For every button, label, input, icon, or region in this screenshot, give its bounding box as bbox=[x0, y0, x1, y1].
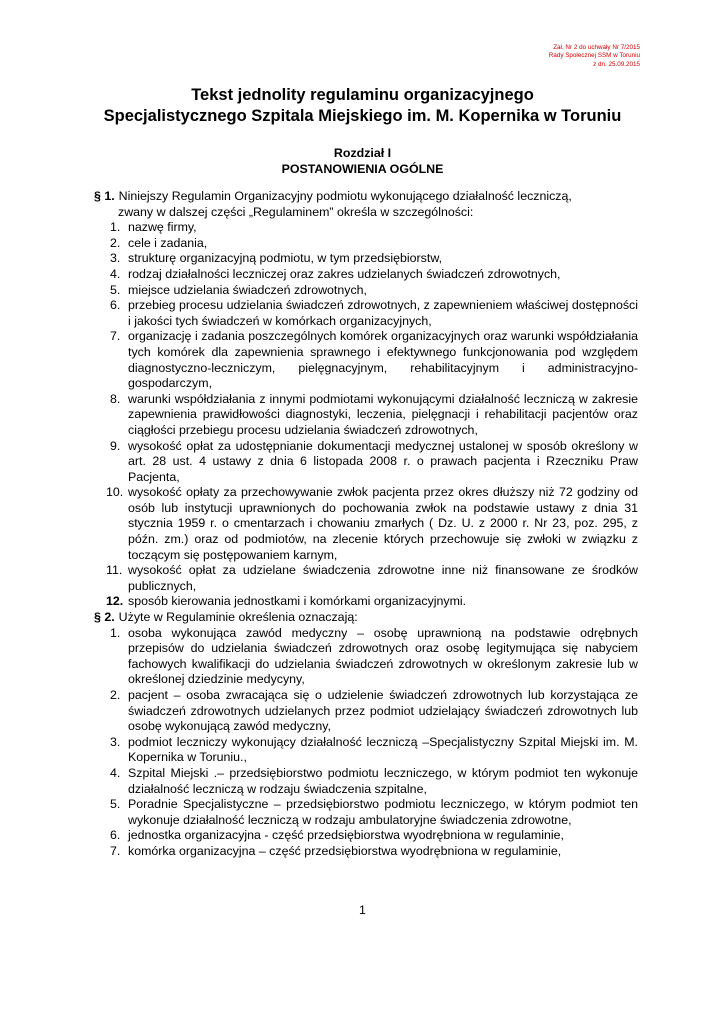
list-item bbox=[90, 563, 638, 594]
item-text: miejsce udzielania świadczeń zdrowotnych, bbox=[128, 282, 367, 297]
item-text: podmiot leczniczy wykonujący działalność leczniczą –Specjalistyczny Szpital Miejski im. M. Kopernika w Toruniu., bbox=[128, 734, 638, 765]
chapter-number: Rozdział I bbox=[333, 146, 392, 160]
item-number: 2. bbox=[110, 688, 121, 702]
list-item bbox=[90, 329, 638, 391]
document-title-line: Tekst jednolity regulaminu organizacyjnego bbox=[191, 86, 534, 104]
resolution-note-line: Zał. Nr 2 do uchwały Nr 7/2015 bbox=[553, 44, 640, 51]
section-number: § 2. bbox=[94, 610, 115, 625]
item-text: nazwę firmy, bbox=[128, 220, 197, 235]
item-text: wysokość opłat za udostępnianie dokumentacji medycznej ustalonej w sposób określony w art. 28 ust. 4 ustawy z dnia 6 listopada 2008 r. o prawach pacjenta i Rzeczniku Praw Pacjenta, bbox=[128, 438, 638, 484]
item-text: jednostka organizacyjna - część przedsiębiorstwa wyodrębniona w regulaminie, bbox=[128, 828, 564, 843]
item-text: strukturę organizacyjną podmiotu, w tym przedsiębiorstw, bbox=[128, 251, 443, 266]
section-intro: Niniejszy Regulamin Organizacyjny podmiotu wykonującego działalność leczniczą, bbox=[118, 189, 572, 203]
list-item bbox=[90, 298, 638, 329]
item-text: komórka organizacyjna – część przedsiębiorstwa wyodrębniona w regulaminie, bbox=[128, 843, 562, 858]
list-item bbox=[90, 594, 638, 610]
item-text: Szpital Miejski .– przedsiębiorstwo podmiotu leczniczego, w którym podmiot ten wykonuje działalność leczniczą w rodzaju świadczenia szpitalne, bbox=[128, 765, 638, 796]
item-number: 1. bbox=[110, 625, 121, 640]
item-text: osoba wykonująca zawód medyczny – osobę uprawnioną na podstawie odrębnych przepisów do udzielania świadczeń zdrowotnych oraz osobę legitymująca się nabyciem fachowych kwalifikacji do udzielania świadczeń zdrowotnych w określonym zakresie lub w określonej dziedzinie medycyny, bbox=[128, 625, 638, 687]
list-item bbox=[90, 844, 638, 860]
resolution-note bbox=[549, 44, 640, 69]
list-item bbox=[90, 735, 638, 766]
item-text: sposób kierowania jednostkami i komórkami organizacyjnymi. bbox=[128, 594, 467, 609]
list-item bbox=[90, 485, 638, 563]
list-item bbox=[90, 251, 638, 267]
item-text: organizację i zadania poszczególnych komórek organizacyjnych oraz warunki współdziałania tych komórek dla zapewnienia sprawnego i efektywnego funkcjonowania pod względem diagnostyczno-leczniczym, pielęgnacyjnym, rehabilitacyjnym i administracyjno-gospodarczym, bbox=[128, 329, 638, 391]
item-number: 11. bbox=[106, 563, 123, 578]
section-1 bbox=[90, 189, 638, 205]
list-item bbox=[90, 766, 638, 797]
item-number: 12. bbox=[106, 594, 124, 609]
chapter-name: POSTANOWIENIA OGÓLNE bbox=[281, 162, 444, 176]
item-text: pacjent – osoba zwracająca się o udzielenie świadczeń zdrowotnych lub korzystająca ze świadczeń zdrowotnych udzielanych przez podmiot udzielający świadczeń zdrowotnych lub osobę wykonującą zawód medyczny, bbox=[128, 688, 638, 734]
item-number: 5. bbox=[110, 797, 121, 812]
item-text: rodzaj działalności leczniczej oraz zakres udzielanych świadczeń zdrowotnych, bbox=[128, 266, 561, 281]
item-number: 8. bbox=[110, 391, 121, 406]
section-2 bbox=[90, 610, 638, 626]
list-item bbox=[90, 626, 638, 688]
list-item bbox=[90, 267, 638, 283]
list-item bbox=[90, 392, 638, 439]
section-intro-continued: zwany w dalszej części „Regulaminem” określa w szczególności: bbox=[118, 204, 474, 219]
item-text: przebieg procesu udzielania świadczeń zdrowotnych, z zapewnieniem właściwej dostępności i jakości tych świadczeń w komórkach organizacyjnych, bbox=[128, 298, 638, 328]
resolution-note-line: z dn. 25.09.2015 bbox=[593, 60, 640, 68]
list-item bbox=[90, 828, 638, 844]
list-item bbox=[90, 236, 638, 252]
item-number: 6. bbox=[110, 828, 121, 843]
document-title-line: Specjalistycznego Szpitala Miejskiego im. M. Kopernika w Toruniu bbox=[103, 107, 622, 125]
list-item bbox=[90, 688, 638, 735]
list-item bbox=[90, 797, 638, 828]
item-number: 3. bbox=[110, 734, 121, 749]
list-item bbox=[90, 283, 638, 299]
item-number: 7. bbox=[110, 843, 121, 858]
item-text: Poradnie Specjalistyczne – przedsiębiorstwo podmiotu leczniczego, w którym podmiot ten wykonuje działalność leczniczą w rodzaju ambulatoryjne świadczenia zdrowotne, bbox=[128, 797, 638, 827]
document-title bbox=[0, 85, 725, 127]
chapter-heading bbox=[0, 145, 725, 177]
item-text: wysokość opłat za udzielane świadczenia zdrowotne inne niż finansowane ze środków publicznych, bbox=[128, 563, 638, 593]
item-number: 10. bbox=[106, 485, 124, 500]
document-body bbox=[90, 189, 638, 860]
item-number: 3. bbox=[110, 251, 121, 266]
item-number: 6. bbox=[110, 298, 121, 313]
page-number: 1 bbox=[359, 903, 366, 917]
section-2-list bbox=[90, 626, 638, 860]
list-item bbox=[90, 439, 638, 486]
item-text: warunki współdziałania z innymi podmiotami wykonującymi działalność leczniczą w zakresie zapewnienia prawidłowości diagnostyki, leczenia, pielęgnacji i rehabilitacji pacjentów oraz ciągłości przebiegu procesu udzielania świadczeń zdrowotnych, bbox=[128, 391, 638, 437]
item-text: cele i zadania, bbox=[128, 235, 208, 250]
item-number: 1. bbox=[110, 220, 121, 235]
item-number: 4. bbox=[110, 266, 121, 281]
item-text: wysokość opłaty za przechowywanie zwłok pacjenta przez okres dłuższy niż 72 godziny od osób lub instytucji uprawnionych do pochowania zwłok na podstawie ustawy z dnia 31 stycznia 1959 r. o cmentarzach i chowaniu zmarłych ( Dz. U. z 2000 r. Nr 23, poz. 295, z późn. zm.) oraz od podmiotów, na zlecenie których przechowuje się zwłoki w związku z toczącym się postępowaniem karnym, bbox=[128, 485, 638, 562]
item-number: 2. bbox=[110, 235, 121, 250]
item-number: 4. bbox=[110, 765, 121, 780]
item-number: 7. bbox=[110, 329, 121, 344]
list-item bbox=[90, 220, 638, 236]
section-number: § 1. bbox=[94, 189, 115, 203]
section-intro: Użyte w Regulaminie określenia oznaczają: bbox=[118, 610, 358, 625]
resolution-note-line: Rady Społecznej SSM w Toruniu bbox=[548, 52, 640, 60]
item-number: 9. bbox=[110, 438, 121, 453]
section-1-list bbox=[90, 220, 638, 610]
item-number: 5. bbox=[110, 282, 121, 297]
